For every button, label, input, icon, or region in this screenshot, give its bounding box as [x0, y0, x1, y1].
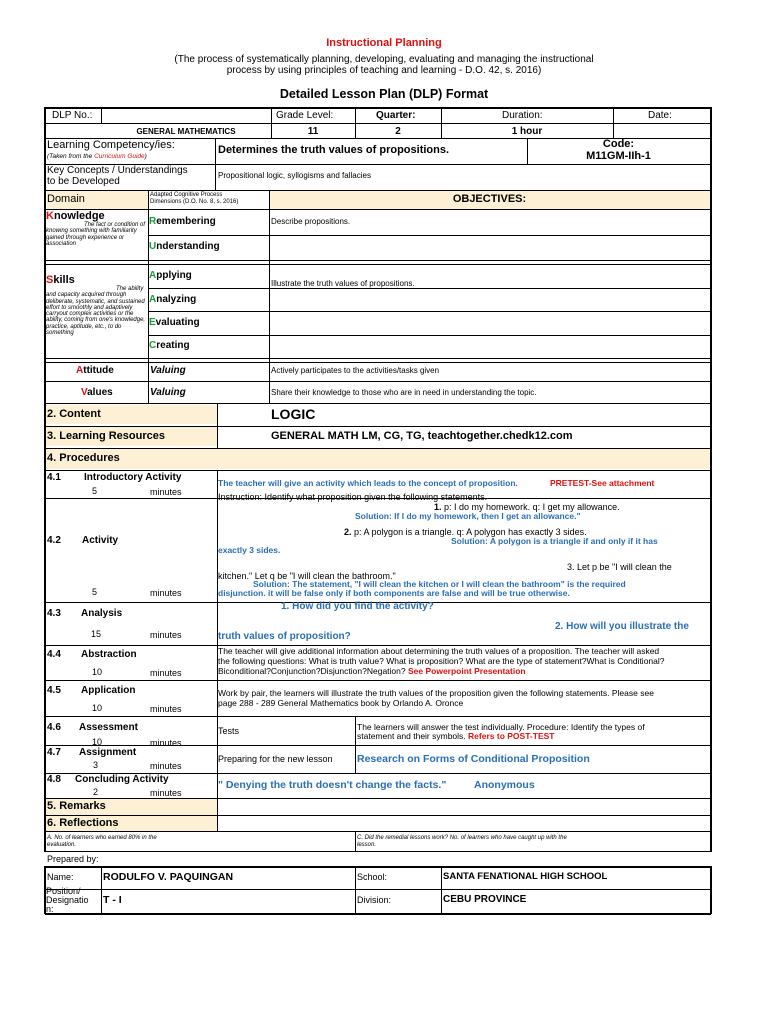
proc-application-minutes: 10	[92, 703, 103, 713]
prepared-by-label: Prepared by:	[47, 854, 99, 864]
school-label: School:	[357, 872, 388, 882]
proc-assignment-num: 4.7	[47, 747, 61, 758]
minutes-label: minutes	[150, 487, 182, 497]
position-label-1: Position/	[46, 886, 81, 896]
format-title: Detailed Lesson Plan (DLP) Format	[279, 87, 489, 101]
key-concepts-label-2: to be Developed	[47, 176, 120, 187]
abstraction-line-3: Biconditional?Conjunction?Disjunction?Negation? See Powerpoint Presentation	[218, 666, 526, 676]
knowledge-title: Knowledge	[46, 210, 105, 222]
proc-activity-name: Activity	[82, 535, 119, 546]
activity-solution-2a: Solution: A polygon is a triangle if and only if it has	[451, 536, 658, 546]
proc-concluding-minutes: 2	[93, 787, 99, 797]
dimensions-label-1: Adapted Cognitive Process	[150, 192, 223, 198]
activity-line-3a: 3. Let p be "I will clean the	[567, 562, 672, 572]
proc-abstraction-name: Abstraction	[81, 649, 137, 660]
proc-analysis-minutes: 15	[91, 629, 102, 639]
abstraction-line-2: the following questions: What is truth value? What is proposition? What are the type of statement?What is Conditional?	[218, 656, 665, 666]
assignment-text: Research on Forms of Conditional Proposition	[357, 753, 590, 765]
procedures-label: 4. Procedures	[47, 452, 120, 464]
assessment-line-2: statement and their symbols. Refers to POST-TEST	[357, 731, 555, 741]
reflections-label: 6. Reflections	[47, 817, 119, 829]
concluding-author: Anonymous	[474, 779, 535, 791]
level-understanding: Understanding	[149, 241, 220, 252]
proc-concluding-num: 4.8	[47, 774, 61, 785]
curriculum-guide-link: Curriculum Guide	[94, 153, 145, 160]
level-evaluating: Evaluating	[149, 317, 200, 328]
objectives-label: OBJECTIVES:	[452, 193, 527, 205]
attitude-objective: Actively participates to the activities/tasks given	[271, 366, 440, 375]
code-value: M11GM-IIh-1	[586, 150, 651, 162]
grade-level-label: Grade Level:	[276, 110, 334, 121]
competency-text: Determines the truth values of propositions.	[218, 144, 450, 156]
proc-application-num: 4.5	[47, 685, 61, 696]
minutes-label: minutes	[150, 738, 182, 748]
activity-line-2: 2. p: A polygon is a triangle. q: A polygon has exactly 3 sides.	[344, 527, 587, 537]
school-name: SANTA FENATIONAL HIGH SCHOOL	[443, 871, 608, 882]
reflection-c-line-2: lesson.	[357, 842, 377, 848]
activity-solution-3a: Solution: The statement, "I will clean the kitchen or I will clean the bathroom" is the required	[253, 579, 626, 589]
page-title: Instructional Planning	[326, 37, 442, 49]
subject-value: GENERAL MATHEMATICS	[136, 127, 236, 136]
assignment-type: Preparing for the new lesson	[218, 754, 333, 764]
assessment-line-1: The learners will answer the test individually. Procedure: Identify the types of	[357, 722, 645, 732]
quarter-label: Quarter:	[376, 110, 416, 121]
analysis-question-1: 1. How did you find the activity?	[281, 601, 434, 612]
attitude-title: Attitude	[76, 365, 114, 376]
proc-assessment-name: Assessment	[79, 722, 138, 733]
competency-label: Learning Competency/ies:	[47, 139, 175, 151]
application-line-2: page 288 - 289 General Mathematics book by Orlando A. Oronce	[218, 698, 464, 708]
proc-application-name: Application	[81, 685, 136, 696]
activity-solution-1: Solution: If I do my homework, then I get an allowance."	[355, 511, 581, 521]
domain-label: Domain	[47, 193, 85, 205]
activity-line-3b: kitchen." Let q be "I will clean the bathroom."	[218, 571, 396, 581]
proc-assessment-num: 4.6	[47, 722, 61, 733]
position-value: T - I	[103, 894, 122, 906]
division-value: CEBU PROVINCE	[443, 894, 527, 905]
subtitle-line-1: (The process of systematically planning, developing, evaluating and managing the instructional	[174, 54, 594, 65]
objective-applying: Illustrate the truth values of propositions.	[271, 279, 415, 288]
proc-activity-minutes: 5	[92, 587, 98, 597]
proc-analysis-num: 4.3	[47, 608, 61, 619]
proc-assignment-minutes: 3	[93, 760, 99, 770]
application-line-1: Work by pair, the learners will illustrate the truth values of the proposition given the following statements. Please see	[218, 688, 654, 698]
key-concepts-label-1: Key Concepts / Understandings	[47, 165, 188, 176]
date-label: Date:	[648, 110, 672, 121]
level-creating: Creating	[149, 340, 190, 351]
resources-value: GENERAL MATH LM, CG, TG, teachtogether.chedk12.com	[271, 430, 573, 442]
proc-assignment-name: Assignment	[79, 747, 137, 758]
attitude-level: Valuing	[150, 365, 186, 376]
content-label: 2. Content	[47, 408, 101, 420]
duration-value: 1 hour	[511, 126, 543, 137]
proc-analysis-name: Analysis	[81, 608, 123, 619]
proc-abstraction-minutes: 10	[92, 667, 103, 677]
abstraction-line-1: The teacher will give additional information about determining the truth values of a proposition. The teacher will asked	[218, 646, 660, 656]
values-objective: Share their knowledge to those who are in need in understanding the topic.	[271, 388, 537, 397]
skills-desc: The ability and capacity acquired through deliberate, systematic, and sustained effort to smoothly and adaptively carryout complex activities or the ability, coming from one's knowledge, practice, aptitude, etc., to do something	[46, 286, 146, 337]
minutes-label: minutes	[150, 788, 182, 798]
proc-intro-num: 4.1	[47, 472, 61, 483]
proc-assessment-minutes: 10	[92, 737, 103, 747]
analysis-question-2a: 2. How will you illustrate the	[555, 621, 689, 632]
remarks-label: 5. Remarks	[47, 800, 106, 812]
activity-instruction-cut: Instruction: Identify what proposition given the following statements.	[218, 492, 488, 502]
proc-intro-note: PRETEST-See attachment	[550, 478, 655, 488]
reflection-c-line-1: C. Did the remedial lessons work? No. of learners who have caught up with the	[357, 835, 567, 841]
activity-solution-3b: disjunction. it will be false only if both components are false and will be true otherwise.	[218, 588, 570, 598]
teacher-name: RODULFO V. PAQUINGAN	[103, 871, 234, 883]
position-label-2: Designatio	[46, 895, 89, 905]
activity-line-1: 1. p: I do my homework. q: I get my allowance.	[434, 502, 620, 512]
code-label: Code:	[602, 138, 635, 150]
minutes-label: minutes	[150, 704, 182, 714]
grade-value: 11	[307, 126, 319, 137]
dlp-no-label: DLP No.:	[52, 110, 93, 121]
position-label-3: n:	[46, 904, 54, 914]
proc-concluding-name: Concluding Activity	[75, 774, 169, 785]
concluding-quote: " Denying the truth doesn't change the facts."	[218, 779, 447, 791]
activity-solution-2b: exactly 3 sides.	[218, 545, 281, 555]
assessment-type: Tests	[218, 726, 240, 736]
values-title: Values	[81, 387, 113, 398]
key-concepts-text: Propositional logic, syllogisms and fallacies	[218, 171, 371, 180]
quarter-value: 2	[395, 126, 401, 137]
proc-intro-text: The teacher will give an activity which leads to the concept of proposition.	[218, 478, 518, 488]
level-remembering: Remembering	[149, 216, 216, 227]
reflection-a-line-1: A. No. of learners who earned 80% in the	[47, 835, 157, 841]
minutes-label: minutes	[150, 630, 182, 640]
division-label: Division:	[357, 895, 392, 905]
proc-intro-minutes: 5	[92, 486, 98, 496]
dimensions-label-2: Dimensions (D.O. No. 8, s. 2016)	[150, 199, 239, 205]
skills-title: Skills	[46, 274, 75, 286]
subtitle-line-2: process by using principles of teaching and learning - D.O. 42, s. 2016)	[226, 65, 542, 76]
knowledge-desc: The fact or condition of knowing something with familiarity gained through experience or association	[46, 222, 146, 247]
content-value: LOGIC	[271, 406, 316, 422]
level-applying: Applying	[149, 270, 192, 281]
proc-activity-num: 4.2	[47, 535, 61, 546]
minutes-label: minutes	[150, 588, 182, 598]
level-analyzing: Analyzing	[149, 294, 197, 305]
analysis-question-2b: truth values of proposition?	[218, 631, 351, 642]
proc-intro-name: Introductory Activity	[84, 472, 182, 483]
duration-label: Duration:	[502, 110, 543, 121]
minutes-label: minutes	[150, 668, 182, 678]
name-label: Name:	[47, 872, 74, 882]
proc-abstraction-num: 4.4	[47, 649, 61, 660]
reflection-a-line-2: evaluation.	[47, 842, 77, 848]
values-level: Valuing	[150, 387, 186, 398]
objective-remembering: Describe propositions.	[271, 217, 351, 226]
resources-label: 3. Learning Resources	[47, 430, 165, 442]
minutes-label: minutes	[150, 761, 182, 771]
competency-note: (Taken from the Curriculum Guide)	[47, 153, 147, 160]
